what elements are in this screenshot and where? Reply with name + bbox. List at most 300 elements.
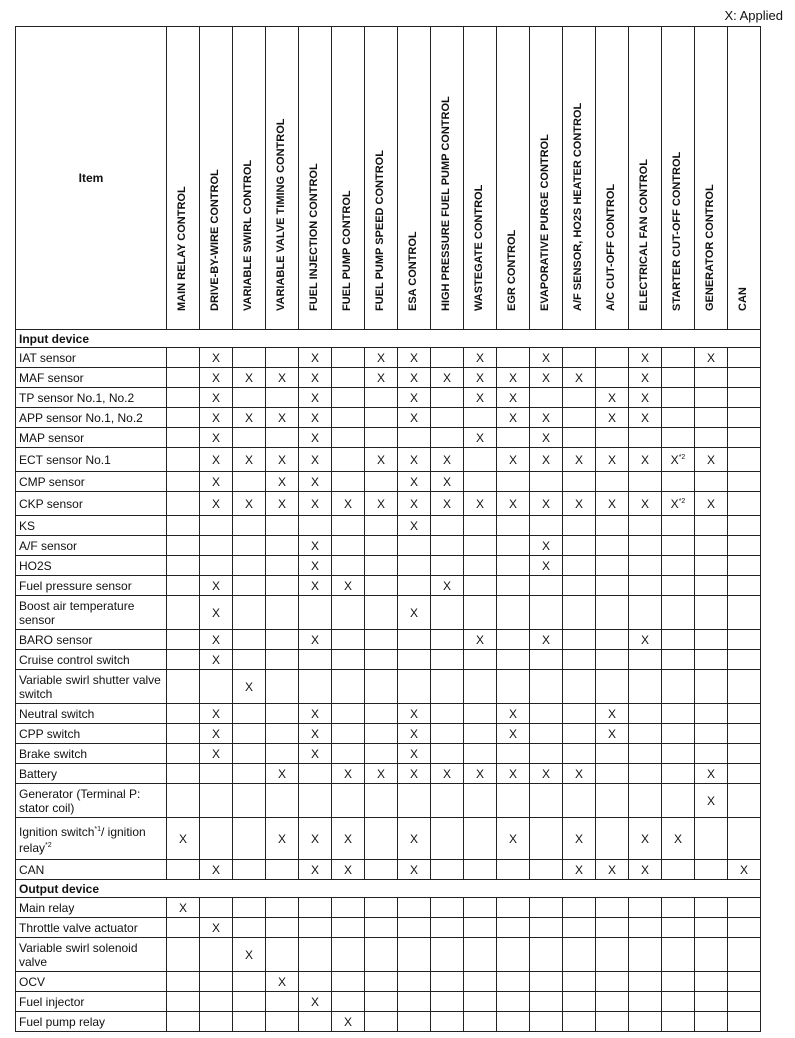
table-cell xyxy=(728,630,761,650)
table-cell xyxy=(728,556,761,576)
table-cell: X xyxy=(530,764,563,784)
row-label: Variable swirl solenoid valve xyxy=(16,938,167,972)
table-cell: X xyxy=(530,408,563,428)
table-cell xyxy=(662,596,695,630)
table-cell xyxy=(266,918,299,938)
column-header-label: ELECTRICAL FAN CONTROL xyxy=(638,159,650,311)
table-cell: X xyxy=(497,448,530,472)
table-cell xyxy=(662,764,695,784)
table-cell xyxy=(464,516,497,536)
table-cell xyxy=(728,744,761,764)
table-cell xyxy=(464,724,497,744)
table-cell xyxy=(200,818,233,860)
table-cell xyxy=(365,1012,398,1032)
table-row xyxy=(16,408,761,428)
column-header xyxy=(695,27,728,330)
table-cell xyxy=(563,704,596,724)
table-cell xyxy=(167,368,200,388)
table-cell xyxy=(497,536,530,556)
table-cell xyxy=(497,348,530,368)
table-cell xyxy=(266,1012,299,1032)
table-cell xyxy=(530,1012,563,1032)
row-label: Boost air temperature sensor xyxy=(16,596,167,630)
header-row xyxy=(16,27,761,330)
table-cell xyxy=(233,992,266,1012)
table-cell: X xyxy=(629,818,662,860)
table-cell xyxy=(629,704,662,724)
row-label: Neutral switch xyxy=(16,704,167,724)
table-cell xyxy=(695,898,728,918)
table-cell xyxy=(365,536,398,556)
table-cell xyxy=(530,972,563,992)
table-cell xyxy=(365,670,398,704)
table-cell xyxy=(695,630,728,650)
table-cell xyxy=(332,348,365,368)
table-cell xyxy=(365,472,398,492)
table-cell: X xyxy=(695,448,728,472)
table-cell xyxy=(431,670,464,704)
table-cell xyxy=(167,536,200,556)
row-label: CAN xyxy=(16,860,167,880)
table-cell xyxy=(530,650,563,670)
table-cell xyxy=(365,596,398,630)
table-cell xyxy=(563,596,596,630)
table-cell: X xyxy=(431,448,464,472)
table-cell: X xyxy=(299,556,332,576)
column-header-label: A/C CUT-OFF CONTROL xyxy=(605,183,617,311)
table-cell xyxy=(563,516,596,536)
table-cell: X xyxy=(563,448,596,472)
table-cell xyxy=(728,596,761,630)
table-cell xyxy=(266,348,299,368)
table-cell xyxy=(596,472,629,492)
table-cell xyxy=(596,784,629,818)
table-cell: X xyxy=(365,368,398,388)
row-label: Main relay xyxy=(16,898,167,918)
table-cell xyxy=(695,472,728,492)
table-cell xyxy=(596,992,629,1012)
table-cell: X xyxy=(365,492,398,516)
table-cell xyxy=(233,898,266,918)
table-cell xyxy=(629,972,662,992)
table-cell xyxy=(332,724,365,744)
table-cell xyxy=(464,972,497,992)
table-cell xyxy=(464,556,497,576)
table-cell xyxy=(266,744,299,764)
table-cell xyxy=(662,536,695,556)
table-cell xyxy=(266,860,299,880)
table-cell: X xyxy=(464,348,497,368)
table-cell xyxy=(266,704,299,724)
table-row xyxy=(16,704,761,724)
table-cell xyxy=(662,368,695,388)
table-row xyxy=(16,428,761,448)
table-cell xyxy=(662,556,695,576)
table-cell xyxy=(530,898,563,918)
table-cell xyxy=(332,556,365,576)
table-cell xyxy=(530,744,563,764)
table-cell xyxy=(233,556,266,576)
table-cell: X xyxy=(299,860,332,880)
table-cell xyxy=(365,784,398,818)
table-cell xyxy=(596,596,629,630)
table-cell xyxy=(431,516,464,536)
table-cell xyxy=(398,938,431,972)
section-row xyxy=(16,880,761,898)
table-cell: X xyxy=(596,408,629,428)
table-cell: X xyxy=(398,348,431,368)
table-cell xyxy=(563,724,596,744)
table-cell xyxy=(695,536,728,556)
table-cell: X xyxy=(299,368,332,388)
table-cell: X xyxy=(596,492,629,516)
table-cell xyxy=(596,428,629,448)
table-cell xyxy=(332,448,365,472)
table-row xyxy=(16,744,761,764)
table-cell xyxy=(200,516,233,536)
table-cell xyxy=(629,898,662,918)
table-cell xyxy=(299,596,332,630)
section-label: Input device xyxy=(16,330,761,348)
table-cell xyxy=(497,744,530,764)
table-cell xyxy=(497,784,530,818)
table-cell xyxy=(200,938,233,972)
table-cell: $X^{*2}$ xyxy=(662,448,695,472)
table-cell xyxy=(398,670,431,704)
table-cell xyxy=(299,972,332,992)
table-row xyxy=(16,784,761,818)
table-cell xyxy=(398,972,431,992)
table-cell xyxy=(662,704,695,724)
table-cell xyxy=(662,650,695,670)
table-cell: X xyxy=(299,992,332,1012)
table-cell xyxy=(431,388,464,408)
table-cell xyxy=(167,428,200,448)
table-cell xyxy=(530,596,563,630)
table-cell xyxy=(266,576,299,596)
table-cell xyxy=(563,428,596,448)
table-cell xyxy=(728,472,761,492)
table-cell xyxy=(728,898,761,918)
table-cell xyxy=(398,630,431,650)
table-cell xyxy=(695,408,728,428)
table-cell xyxy=(332,898,365,918)
table-cell xyxy=(299,670,332,704)
table-cell xyxy=(695,704,728,724)
table-cell xyxy=(629,428,662,448)
table-cell xyxy=(530,918,563,938)
table-cell xyxy=(728,818,761,860)
table-cell xyxy=(167,516,200,536)
table-cell: X xyxy=(299,492,332,516)
table-cell xyxy=(167,764,200,784)
table-cell xyxy=(233,918,266,938)
table-cell xyxy=(530,670,563,704)
table-cell: X xyxy=(200,576,233,596)
table-cell xyxy=(530,472,563,492)
table-row xyxy=(16,972,761,992)
column-header-label: A/F SENSOR, HO2S HEATER CONTROL xyxy=(572,102,584,311)
table-cell xyxy=(266,724,299,744)
table-cell xyxy=(695,992,728,1012)
row-label: KS xyxy=(16,516,167,536)
table-cell xyxy=(662,670,695,704)
row-label: CMP sensor xyxy=(16,472,167,492)
table-cell xyxy=(431,630,464,650)
table-cell xyxy=(464,860,497,880)
table-cell xyxy=(200,1012,233,1032)
table-cell: X xyxy=(464,764,497,784)
table-cell: X xyxy=(299,576,332,596)
table-cell xyxy=(431,348,464,368)
table-cell xyxy=(728,388,761,408)
row-label: APP sensor No.1, No.2 xyxy=(16,408,167,428)
table-row xyxy=(16,724,761,744)
table-cell xyxy=(596,670,629,704)
table-cell xyxy=(167,630,200,650)
table-cell xyxy=(629,472,662,492)
row-label: Battery xyxy=(16,764,167,784)
table-cell: X xyxy=(200,368,233,388)
table-cell xyxy=(365,744,398,764)
table-cell xyxy=(332,784,365,818)
table-cell xyxy=(464,596,497,630)
table-cell xyxy=(629,536,662,556)
table-cell xyxy=(695,516,728,536)
table-cell xyxy=(530,576,563,596)
table-cell: X xyxy=(662,818,695,860)
table-cell: X xyxy=(398,744,431,764)
table-cell: X xyxy=(563,492,596,516)
table-cell xyxy=(728,650,761,670)
table-cell xyxy=(233,764,266,784)
table-body xyxy=(16,330,761,1032)
table-cell: X xyxy=(167,898,200,918)
table-cell xyxy=(728,784,761,818)
table-cell: X xyxy=(431,472,464,492)
table-cell: X xyxy=(266,972,299,992)
table-cell xyxy=(695,388,728,408)
table-cell: X xyxy=(728,860,761,880)
table-cell: X xyxy=(332,492,365,516)
table-cell xyxy=(728,576,761,596)
table-cell xyxy=(200,670,233,704)
table-cell xyxy=(464,744,497,764)
table-cell xyxy=(728,992,761,1012)
table-row xyxy=(16,992,761,1012)
table-cell: X xyxy=(497,492,530,516)
table-cell: X xyxy=(365,448,398,472)
table-cell: X xyxy=(563,764,596,784)
column-header xyxy=(596,27,629,330)
table-cell: X xyxy=(365,764,398,784)
table-cell xyxy=(332,650,365,670)
table-cell xyxy=(563,388,596,408)
table-cell: X xyxy=(464,630,497,650)
table-cell xyxy=(497,972,530,992)
table-cell xyxy=(563,472,596,492)
table-cell xyxy=(365,516,398,536)
table-cell xyxy=(365,556,398,576)
table-cell: X xyxy=(398,860,431,880)
table-cell xyxy=(167,724,200,744)
table-cell xyxy=(365,630,398,650)
table-cell: X xyxy=(530,448,563,472)
table-cell xyxy=(728,428,761,448)
table-cell xyxy=(728,704,761,724)
table-cell xyxy=(728,516,761,536)
table-cell xyxy=(728,724,761,744)
column-header xyxy=(497,27,530,330)
table-cell: X xyxy=(266,368,299,388)
column-header xyxy=(365,27,398,330)
table-cell xyxy=(233,860,266,880)
table-cell xyxy=(563,576,596,596)
table-row xyxy=(16,1012,761,1032)
table-cell xyxy=(299,764,332,784)
table-cell: X xyxy=(299,472,332,492)
table-cell xyxy=(464,472,497,492)
table-cell xyxy=(431,596,464,630)
row-label: ECT sensor No.1 xyxy=(16,448,167,472)
table-cell xyxy=(299,1012,332,1032)
table-cell xyxy=(266,388,299,408)
table-cell xyxy=(332,596,365,630)
column-header-label: FUEL PUMP SPEED CONTROL xyxy=(374,150,386,311)
table-row xyxy=(16,448,761,472)
table-cell xyxy=(695,724,728,744)
application-table xyxy=(15,26,761,1032)
table-cell xyxy=(629,1012,662,1032)
table-cell: X xyxy=(497,724,530,744)
table-cell xyxy=(200,536,233,556)
table-cell xyxy=(563,992,596,1012)
table-cell xyxy=(200,764,233,784)
table-cell xyxy=(596,516,629,536)
table-cell xyxy=(464,818,497,860)
table-cell xyxy=(332,972,365,992)
table-cell xyxy=(398,650,431,670)
table-cell: X xyxy=(530,536,563,556)
table-cell xyxy=(365,388,398,408)
table-cell xyxy=(629,556,662,576)
table-cell xyxy=(497,938,530,972)
column-header-label: MAIN RELAY CONTROL xyxy=(176,186,188,311)
table-cell: X xyxy=(200,472,233,492)
table-cell xyxy=(431,556,464,576)
table-cell xyxy=(233,388,266,408)
table-cell xyxy=(596,898,629,918)
table-cell xyxy=(497,860,530,880)
table-cell xyxy=(167,408,200,428)
table-cell xyxy=(629,596,662,630)
table-cell xyxy=(530,704,563,724)
table-cell xyxy=(233,724,266,744)
row-label: Ignition switch$^{*1}$/ ignition relay$^{*2}$ xyxy=(16,818,167,860)
table-cell xyxy=(695,818,728,860)
table-cell: X xyxy=(332,764,365,784)
table-row xyxy=(16,596,761,630)
column-header xyxy=(728,27,761,330)
table-cell xyxy=(167,670,200,704)
table-cell: X xyxy=(596,704,629,724)
table-cell: X xyxy=(266,472,299,492)
table-cell xyxy=(233,516,266,536)
table-cell xyxy=(497,576,530,596)
table-cell: X xyxy=(563,818,596,860)
table-cell xyxy=(431,992,464,1012)
table-cell xyxy=(629,650,662,670)
table-cell xyxy=(728,448,761,472)
table-cell: X xyxy=(200,860,233,880)
table-cell: X xyxy=(266,818,299,860)
table-cell xyxy=(233,972,266,992)
table-cell xyxy=(563,670,596,704)
row-label: TP sensor No.1, No.2 xyxy=(16,388,167,408)
table-row xyxy=(16,576,761,596)
table-cell xyxy=(728,536,761,556)
table-cell xyxy=(596,576,629,596)
table-cell xyxy=(662,744,695,764)
table-cell xyxy=(563,556,596,576)
table-row xyxy=(16,536,761,556)
table-row xyxy=(16,630,761,650)
table-cell: X xyxy=(695,764,728,784)
table-cell xyxy=(365,938,398,972)
table-cell xyxy=(398,898,431,918)
table-cell xyxy=(233,348,266,368)
table-cell: X xyxy=(299,630,332,650)
column-header-label: FUEL PUMP CONTROL xyxy=(341,190,353,311)
column-header xyxy=(266,27,299,330)
table-cell xyxy=(695,596,728,630)
table-cell xyxy=(365,818,398,860)
table-cell xyxy=(596,650,629,670)
table-cell: X xyxy=(398,818,431,860)
table-cell xyxy=(431,724,464,744)
table-cell: X xyxy=(530,630,563,650)
table-cell xyxy=(464,576,497,596)
table-cell: X xyxy=(200,630,233,650)
legend-applied: X: Applied xyxy=(724,8,783,23)
table-cell xyxy=(662,472,695,492)
table-cell xyxy=(563,650,596,670)
table-cell xyxy=(398,918,431,938)
table-cell xyxy=(662,388,695,408)
table-cell xyxy=(398,556,431,576)
table-cell: X xyxy=(596,448,629,472)
table-cell xyxy=(266,596,299,630)
table-cell xyxy=(596,938,629,972)
column-header xyxy=(629,27,662,330)
table-cell: X xyxy=(464,388,497,408)
table-cell: X xyxy=(200,596,233,630)
table-cell xyxy=(464,1012,497,1032)
table-cell xyxy=(563,408,596,428)
table-cell xyxy=(167,784,200,818)
table-cell xyxy=(200,898,233,918)
table-cell xyxy=(365,576,398,596)
row-label: BARO sensor xyxy=(16,630,167,650)
table-cell xyxy=(530,860,563,880)
table-cell xyxy=(563,918,596,938)
table-cell: X xyxy=(629,630,662,650)
table-cell xyxy=(299,650,332,670)
table-row xyxy=(16,918,761,938)
table-cell: X xyxy=(629,348,662,368)
table-cell: X xyxy=(431,492,464,516)
table-cell: X xyxy=(596,860,629,880)
